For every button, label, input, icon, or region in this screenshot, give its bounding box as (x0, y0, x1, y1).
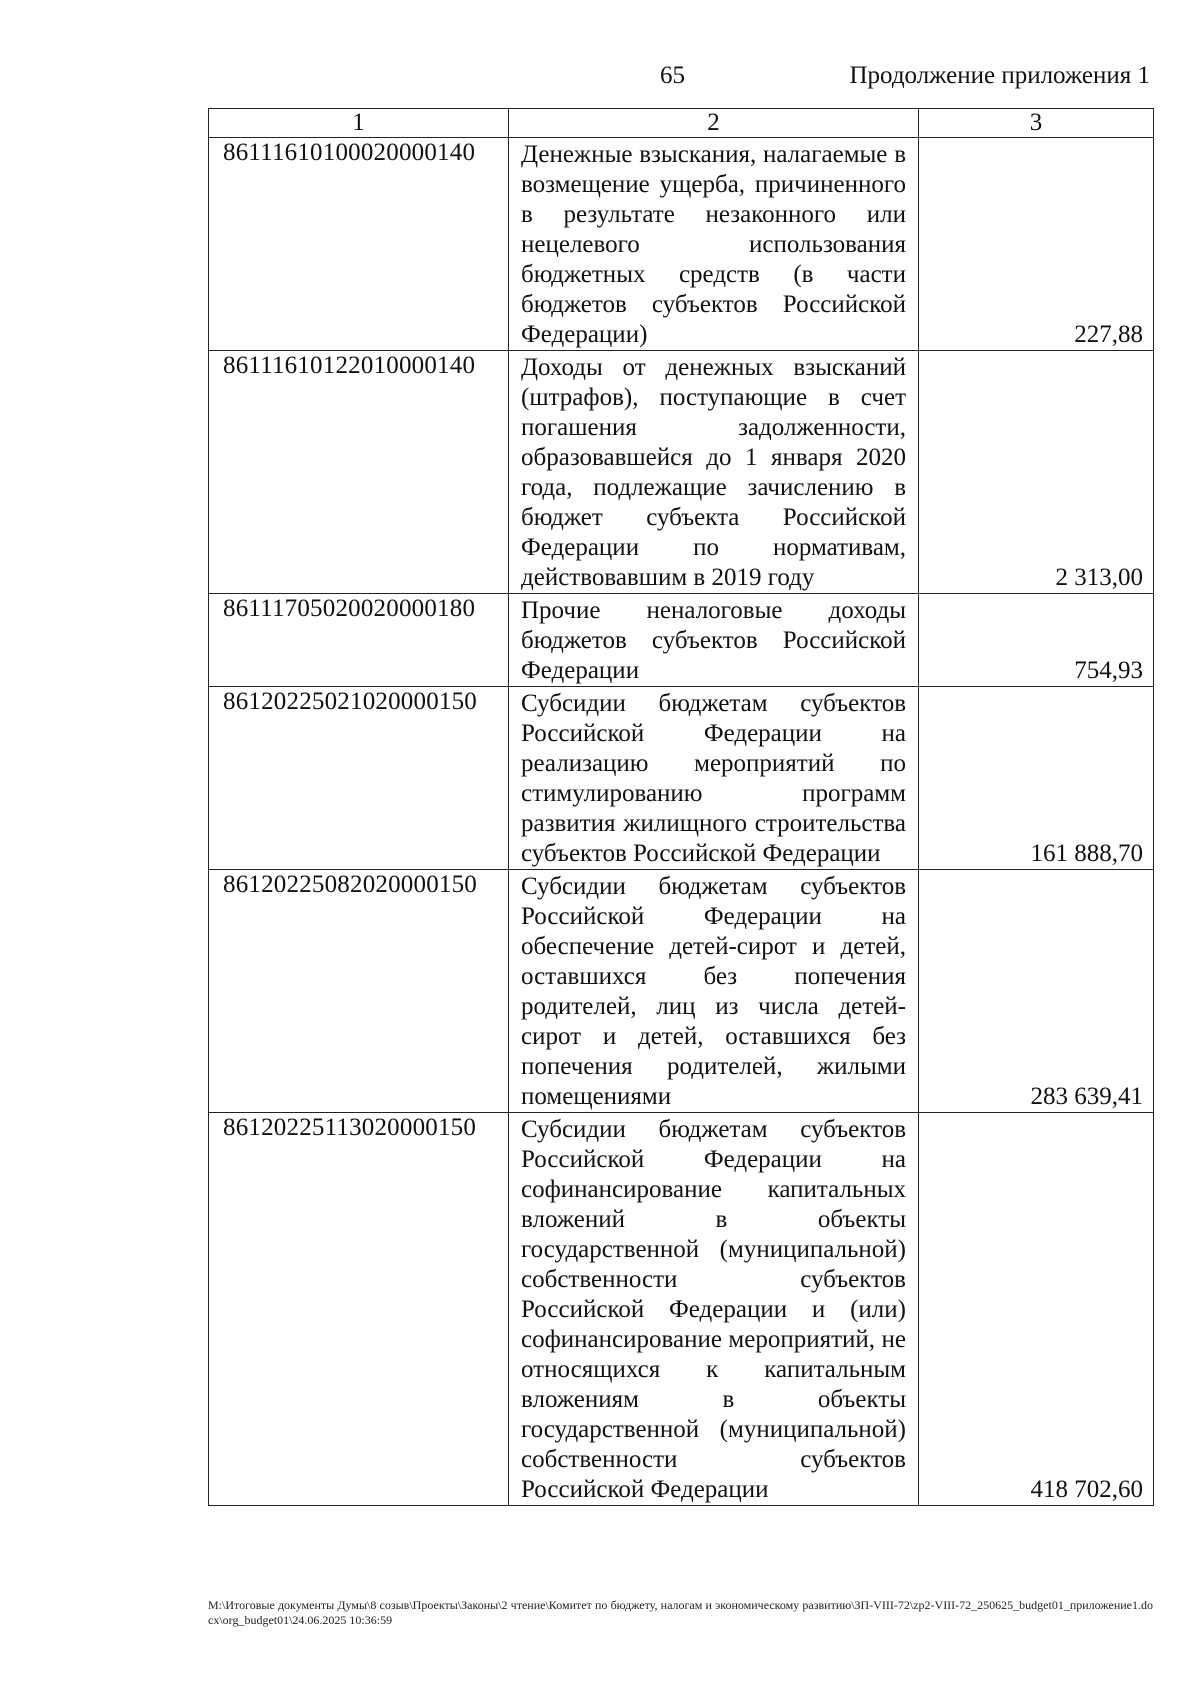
income-amount: 161 888,70 (919, 687, 1154, 870)
table-header-row (209, 109, 1154, 138)
income-code: 86111610122010000140 (209, 351, 509, 594)
table-row (209, 870, 1154, 1113)
income-amount: 227,88 (919, 138, 1154, 351)
income-amount: 754,93 (919, 594, 1154, 687)
table-row (209, 138, 1154, 351)
income-description: Прочие неналоговые доходы бюджетов субъектов Российской Федерации (509, 594, 919, 687)
column-header-2: 2 (509, 109, 919, 138)
income-description: Денежные взыскания, налагаемые в возмещение ущерба, причиненного в результате незаконного или нецелевого использования бюджетных средств (в части бюджетов субъектов Российской Федерации) (509, 138, 919, 351)
income-code: 86120225113020000150 (209, 1113, 509, 1506)
income-code: 86120225021020000150 (209, 687, 509, 870)
income-amount: 283 639,41 (919, 870, 1154, 1113)
column-header-1: 1 (209, 109, 509, 138)
income-code: 86120225082020000150 (209, 870, 509, 1113)
table-row (209, 351, 1154, 594)
income-description: Субсидии бюджетам субъектов Российской Федерации на софинансирование капитальных вложений в объекты государственной (муниципальной) собственности субъектов Российской Федерации и (или) софинансирование мероприятий, не относящихся к капитальным вложениям в объекты государственной (муниципальной) собственности субъектов Российской Федерации (509, 1113, 919, 1506)
income-description: Субсидии бюджетам субъектов Российской Федерации на реализацию мероприятий по стимулированию программ развития жилищного строительства субъектов Российской Федерации (509, 687, 919, 870)
document-file-path: M:\Итоговые документы Думы\8 созыв\Проекты\Законы\2 чтение\Комитет по бюджету, налогам и экономическому развитию\ЗП-VIII-72\zp2-VIII-72_250625_budget01_приложение1.docx\org_budget01\24.06.2025 10:36:59 (208, 1598, 1153, 1627)
table-row (209, 687, 1154, 870)
column-header-3: 3 (919, 109, 1154, 138)
table-row (209, 594, 1154, 687)
income-amount: 2 313,00 (919, 351, 1154, 594)
income-code: 86111705020020000180 (209, 594, 509, 687)
budget-table (208, 108, 1154, 1506)
income-description: Доходы от денежных взысканий (штрафов), поступающие в счет погашения задолженности, образовавшейся до 1 января 2020 года, подлежащие зачислению в бюджет субъекта Российской Федерации по нормативам, действовавшим в 2019 году (509, 351, 919, 594)
income-amount: 418 702,60 (919, 1113, 1154, 1506)
continuation-caption: Продолжение приложения 1 (849, 62, 1150, 89)
income-description: Субсидии бюджетам субъектов Российской Федерации на обеспечение детей-сирот и детей, оставшихся без попечения родителей, лиц из числа детей-сирот и детей, оставшихся без попечения родителей, жилыми помещениями (509, 870, 919, 1113)
page-number: 65 (660, 62, 685, 89)
income-code: 86111610100020000140 (209, 138, 509, 351)
table-row (209, 1113, 1154, 1506)
